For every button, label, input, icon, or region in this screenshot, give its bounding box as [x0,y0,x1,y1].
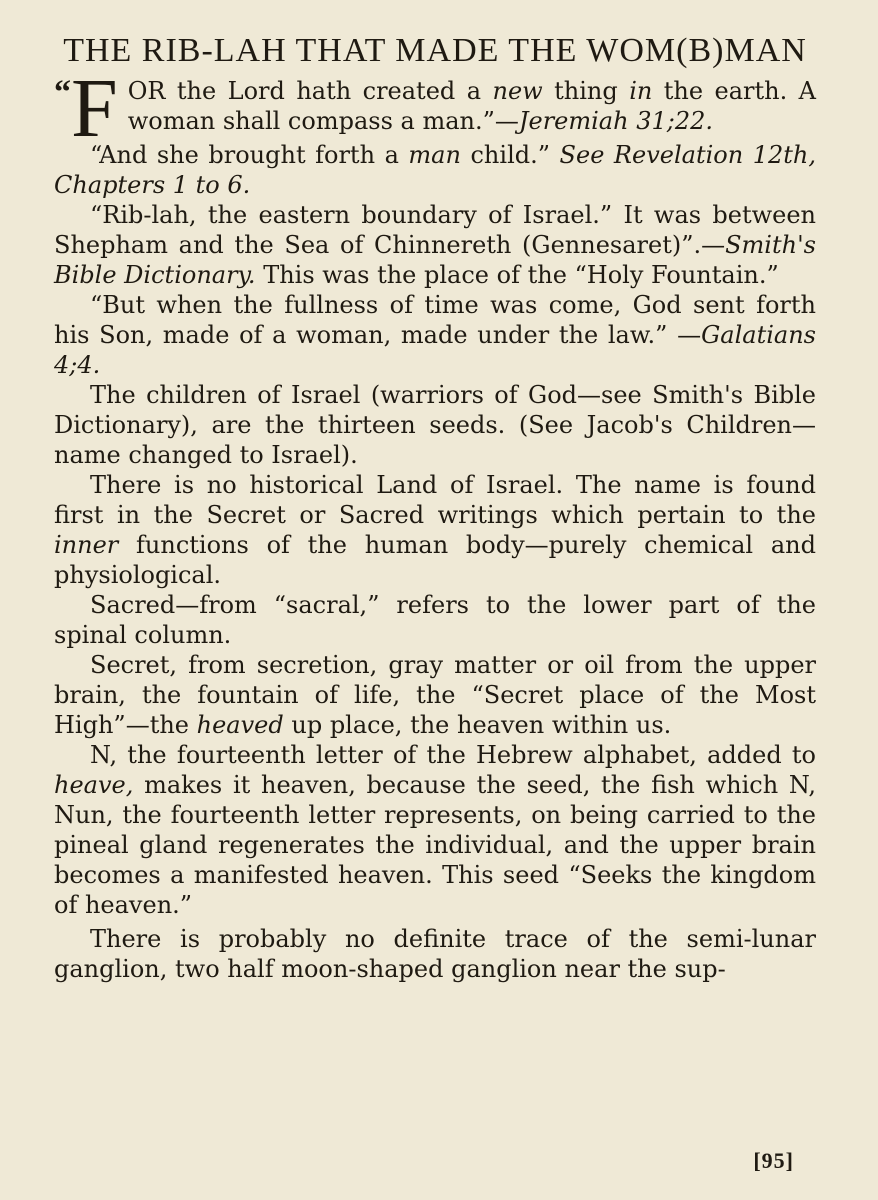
p9-italic-heave: heave, [54,771,134,799]
paragraph-10: There is probably no definite trace of the semi-lunar ganglion, two half moon-shaped ganglion near the sup- [54,925,816,983]
p2-italic-man: man [408,141,461,169]
chapter-title: THE RIB-LAH THAT MADE THE WOM(B)MAN [63,32,807,69]
paragraph-4 [54,290,816,380]
paragraph-9 [54,740,816,920]
paragraph-2 [54,140,816,200]
p3-text-a: “Rib-lah, the eastern boundary of Israel.” It was between Shepham and the Sea of Chinnereth (Gennesaret)”.— [54,201,816,259]
p8-text-a: Secret, from secretion, gray matter or oil from the upper brain, the fountain of life, the “Secret place of the Most High”—the [54,651,816,739]
p9-text-c: makes it heaven, because the seed, the fish which N, Nun, the fourteenth letter represents, on being carried to the pineal gland regenerates the individual, and the upper brain becomes a manifested heaven. This seed “Seeks the kingdom of heaven.” [54,771,816,919]
paragraph-5: The children of Israel (warriors of God—see Smith's Bible Dictionary), are the thirteen seeds. (See Jacob's Children—name changed to Israel). [54,381,816,469]
p2-citation: See Revelation 12th, Chapters 1 to 6. [54,141,816,199]
p3-text-c: This was the place of the “Holy Fountain.” [255,261,779,289]
p6-text-a: There is no historical Land of Israel. The name is found first in the Secret or Sacred writings which pertain to the [54,471,816,529]
paragraph-3 [54,200,816,290]
drop-cap: F [71,62,118,155]
page-number: [95] [753,1148,794,1173]
p6-italic-inner: inner [54,531,119,559]
p1-text-a: OR the Lord hath created a [127,77,493,105]
p3-citation: Smith's Bible Dictionary. [54,231,816,289]
opening-quote: “ [54,74,71,111]
paragraph-7: Sacred—from “sacral,” refers to the lower part of the spinal column. [54,591,816,649]
p4-text-a: “But when the fullness of time was come, God sent forth his Son, made of a woman, made under the law.” — [54,291,816,349]
p1-citation: Jeremiah 31;22. [518,107,713,135]
p2-text-c: child.” [460,141,560,169]
p2-text-a: “And she brought forth a [90,141,409,169]
p6-text-c: functions of the human body—purely chemical and physiological. [54,531,816,589]
p1-italic-new: new [492,77,543,105]
p1-italic-in: in [629,77,653,105]
paragraph-6 [54,470,816,590]
p8-italic-heaved: heaved [196,711,284,739]
p4-citation: Galatians 4;4. [54,321,816,379]
p1-text-c: thing [542,77,630,105]
p8-text-c: up place, the heaven within us. [283,711,672,739]
p1-text-e: the earth. A woman shall compass a man.”— [127,77,817,135]
paragraph-8 [54,650,816,740]
p9-text-a: N, the fourteenth letter of the Hebrew alphabet, added to [90,741,816,769]
